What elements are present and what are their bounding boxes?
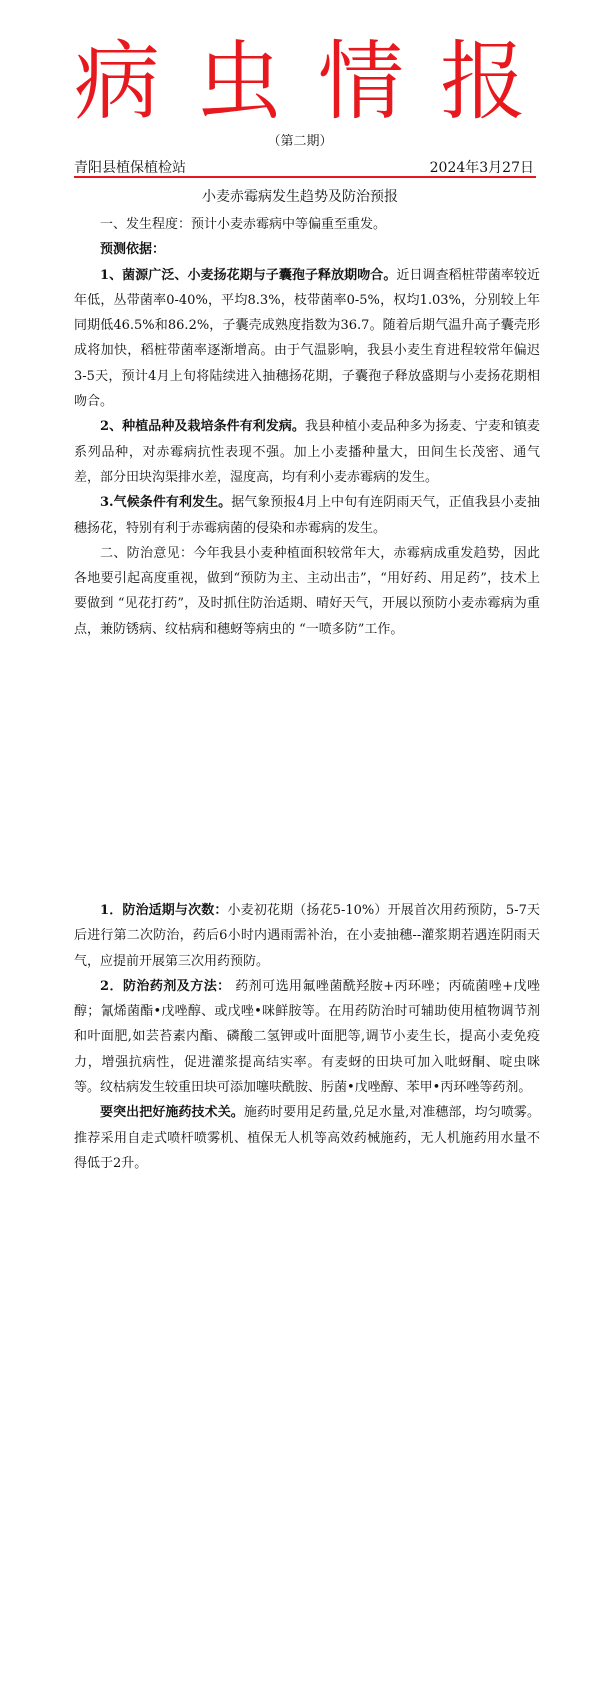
timing-text: 小麦初花期（扬花5-10%）开展首次用药预防，5-7天后进行第二次防治，药后6小时内遇雨需补治，在小麦抽穗--灌浆期若遇连阴雨天气，应提前开展第三次用药预防。 bbox=[74, 903, 540, 969]
application-text: 施药时要用足药量,兑足水量,对准穗部，均匀喷雾。推荐采用自走式喷杆喷雾机、植保无人机等高效药械施药，无人机施药用水量不得低于2升。 bbox=[74, 1105, 540, 1171]
occurrence-degree-paragraph: 一、发生程度：预计小麦赤霉病中等偏重至重发。 bbox=[100, 217, 387, 232]
weather-paragraph bbox=[74, 490, 540, 541]
header-divider bbox=[74, 176, 536, 178]
masthead-title: 病虫情报 bbox=[74, 32, 562, 132]
timing-paragraph bbox=[74, 898, 540, 974]
issue-number: （第二期） bbox=[267, 134, 333, 149]
pathogen-source-text: 近日调查稻桩带菌率较近年低，丛带菌率0-40%，平均8.3%，枝带菌率0-5%，权均1.03%，分别较上年同期低46.5%和86.2%，子囊壳成熟度指数为36.7。随着后期气温升高子囊壳形成将加快，稻桩带菌率逐渐增高。由于气温影响，我县小麦生育进程较常年偏迟3-5天，预计4月上旬将陆续进入抽穗扬花期，子囊孢子释放盛期与小麦扬花期相吻合。 bbox=[74, 267, 540, 410]
control-advice-paragraph: 二、防治意见：今年我县小麦种植面积较常年大，赤霉病成重发趋势，因此各地要引起高度重视，做到“预防为主、主动出击”，“用好药、用足药”，技术上要做到 “见花打药”，及时抓住防治适期、晴好天气，开展以预防小麦赤霉病为重点，兼防锈病、纹枯病和穗蚜等病虫的 “一喷多防”工作。 bbox=[74, 545, 540, 637]
variety-heading: 2、种植品种及栽培条件有利发病。 bbox=[100, 419, 305, 435]
pathogen-source-paragraph bbox=[74, 263, 540, 415]
issue-date: 2024年3月27日 bbox=[429, 160, 534, 176]
variety-text: 我县种植小麦品种多为扬麦、宁麦和镇麦系列品种，对赤霉病抗性表现不强。加上小麦播种量大，田间生长茂密、通气差，部分田块沟渠排水差，湿度高，均有利小麦赤霉病的发生。 bbox=[74, 419, 540, 485]
pesticide-heading: 2．防治药剂及方法： bbox=[100, 978, 231, 994]
body-part-one bbox=[74, 212, 540, 642]
forecast-basis-heading: 预测依据： bbox=[100, 242, 166, 258]
pesticide-paragraph bbox=[74, 974, 540, 1100]
organization-name: 青阳县植保植检站 bbox=[74, 160, 186, 176]
application-paragraph bbox=[74, 1100, 540, 1176]
application-heading: 要突出把好施药技术关。 bbox=[100, 1105, 244, 1121]
pathogen-source-heading: 1、菌源广泛、小麦扬花期与子囊孢子释放期吻合。 bbox=[100, 267, 397, 283]
document-title: 小麦赤霉病发生趋势及防治预报 bbox=[202, 189, 398, 205]
timing-heading: 1．防治适期与次数： bbox=[100, 903, 228, 918]
weather-text: 据气象预报4月上中旬有连阴雨天气，正值我县小麦抽穗扬花，特别有利于赤霉病菌的侵染和赤霉病的发生。 bbox=[74, 495, 540, 536]
weather-heading: 3.气候条件有利发生。 bbox=[100, 495, 232, 511]
pesticide-text: 药剂可选用氟唑菌酰羟胺+丙环唑；丙硫菌唑+戊唑醇；氰烯菌酯•戊唑醇、或戊唑•咪鲜胺等。在用药防治时可辅助使用植物调节剂和叶面肥,如芸苔素内酯、磷酸二氢钾或叶面肥等,调节小麦生长，提高小麦免疫力，增强抗病性，促进灌浆提高结实率。有麦蚜的田块可加入吡蚜酮、啶虫咪等。纹枯病发生较重田块可添加噻呋酰胺、肟菌•戊唑醇、苯甲•丙环唑等药剂。 bbox=[74, 978, 541, 1096]
variety-paragraph bbox=[74, 414, 540, 490]
body-part-two bbox=[74, 898, 540, 1176]
